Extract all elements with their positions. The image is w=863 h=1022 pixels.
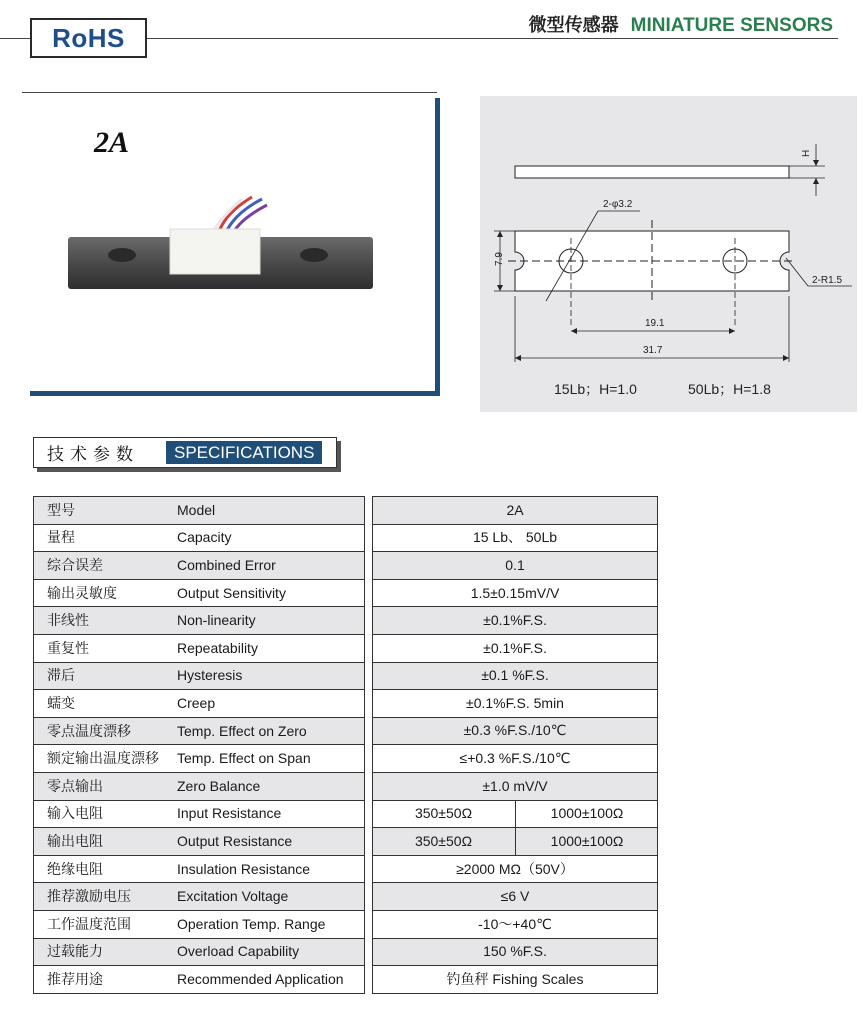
- spec-value: ±0.1 %F.S.: [481, 667, 549, 684]
- spec-value-350: 350±50Ω: [414, 832, 473, 849]
- spec-name-en: Overload Capability: [177, 943, 300, 960]
- spec-value: ±0.1%F.S.: [483, 639, 547, 656]
- spec-name-en: Temp. Effect on Zero: [177, 722, 307, 739]
- spec-name-cn: 额定输出温度漂移: [47, 750, 159, 767]
- spec-name-en: Model: [177, 501, 216, 518]
- spec-name-en: Recommended Application: [177, 970, 344, 987]
- spec-name-en: Combined Error: [177, 556, 276, 573]
- panel-right-bar: [435, 98, 440, 396]
- hole-spacing-label: 19.1: [645, 318, 665, 329]
- spec-name-en: Operation Temp. Range: [177, 915, 326, 932]
- spec-name-en: Input Resistance: [177, 805, 282, 822]
- spec-name-cn: 非线性: [47, 612, 89, 629]
- table-left-frame: [33, 496, 365, 994]
- spec-name-en: Non-linearity: [177, 612, 256, 629]
- spec-name-en: Insulation Resistance: [177, 860, 311, 877]
- spec-name-cn: 输入电阻: [47, 805, 103, 822]
- spec-name-cn: 绝缘电阻: [47, 860, 103, 877]
- spec-value: ±0.1%F.S.: [483, 612, 547, 629]
- spec-title-en: SPECIFICATIONS: [166, 441, 322, 464]
- spec-name-cn: 工作温度范围: [47, 915, 131, 932]
- spec-value-350: 350±50Ω: [414, 805, 473, 822]
- height-label: 7.9: [494, 252, 505, 266]
- spec-name-en: Repeatability: [177, 639, 258, 656]
- h-label: H: [801, 149, 812, 157]
- model-label: 2A: [94, 126, 130, 159]
- radius-label: 2-R1.5: [812, 275, 843, 286]
- spec-value: 钓鱼秤 Fishing Scales: [446, 970, 584, 987]
- spec-name-cn: 输出灵敏度: [47, 584, 117, 601]
- spec-value: ≤6 V: [500, 888, 530, 905]
- spec-value: ≤+0.3 %F.S./10℃: [459, 749, 571, 766]
- spec-name-cn: 零点温度漂移: [47, 722, 131, 739]
- spec-name-en: Temp. Effect on Span: [177, 750, 311, 767]
- brand-en: MINIATURE SENSORS: [630, 15, 833, 36]
- spec-name-cn: 量程: [47, 529, 75, 546]
- table-right-frame: [372, 496, 658, 994]
- spec-name-cn: 推荐用途: [47, 970, 103, 987]
- hole-label: 2-φ3.2: [603, 199, 633, 210]
- product-photo-panel: [22, 92, 440, 396]
- spec-value: -10～+40℃: [478, 915, 552, 932]
- spec-name-cn: 过载能力: [47, 943, 103, 960]
- brand-title: [529, 11, 833, 37]
- spec-name-en: Capacity: [177, 529, 232, 546]
- spec-name-en: Creep: [177, 694, 216, 711]
- spec-name-en: Output Resistance: [177, 832, 293, 849]
- panel-top-rule: [22, 92, 437, 93]
- spec-value: ≥2000 MΩ（50V）: [456, 860, 574, 877]
- spec-name-cn: 推荐激励电压: [47, 888, 131, 905]
- note-15lb: 15Lb；H=1.0: [554, 381, 637, 397]
- spec-value-1000: 1000±100Ω: [515, 800, 658, 828]
- spec-value: ±0.3 %F.S./10℃: [463, 722, 567, 739]
- spec-name-cn: 蠕变: [47, 694, 75, 711]
- dimension-drawing: [480, 96, 857, 412]
- spec-name-en: Excitation Voltage: [177, 888, 289, 905]
- rohs-badge: [30, 18, 147, 58]
- spec-name-cn: 综合误差: [47, 556, 103, 573]
- spec-title: [33, 437, 337, 468]
- panel-bottom-bar: [30, 391, 440, 396]
- spec-name-cn: 零点输出: [47, 777, 103, 794]
- load-cell-photo: [62, 187, 382, 307]
- spec-value: 0.1: [505, 556, 525, 573]
- drawing-svg: [480, 96, 857, 412]
- spec-value: ±0.1%F.S. 5min: [466, 694, 564, 711]
- spec-name-cn: 输出电阻: [47, 832, 103, 849]
- spec-value: 1.5±0.15mV/V: [470, 584, 560, 601]
- spec-name-cn: 滞后: [47, 667, 75, 684]
- spec-value: 2A: [506, 501, 524, 518]
- spec-name-cn: 重复性: [47, 639, 89, 656]
- spec-value-1000: 1000±100Ω: [515, 827, 658, 855]
- brand-cn: 微型传感器: [528, 15, 619, 35]
- note-50lb: 50Lb；H=1.8: [688, 381, 771, 397]
- spec-value: 15 Lb、 50Lb: [472, 529, 558, 546]
- length-label: 31.7: [643, 345, 663, 356]
- spec-name-en: Output Sensitivity: [177, 584, 286, 601]
- spec-name-cn: 型号: [47, 501, 75, 518]
- spec-value: ±1.0 mV/V: [482, 777, 548, 794]
- spec-name-en: Hysteresis: [177, 667, 243, 684]
- rohs-label: RoHS: [52, 22, 125, 53]
- spec-value: 150 %F.S.: [483, 943, 547, 960]
- spec-name-en: Zero Balance: [177, 777, 261, 794]
- spec-title-cn: 技术参数: [47, 445, 139, 464]
